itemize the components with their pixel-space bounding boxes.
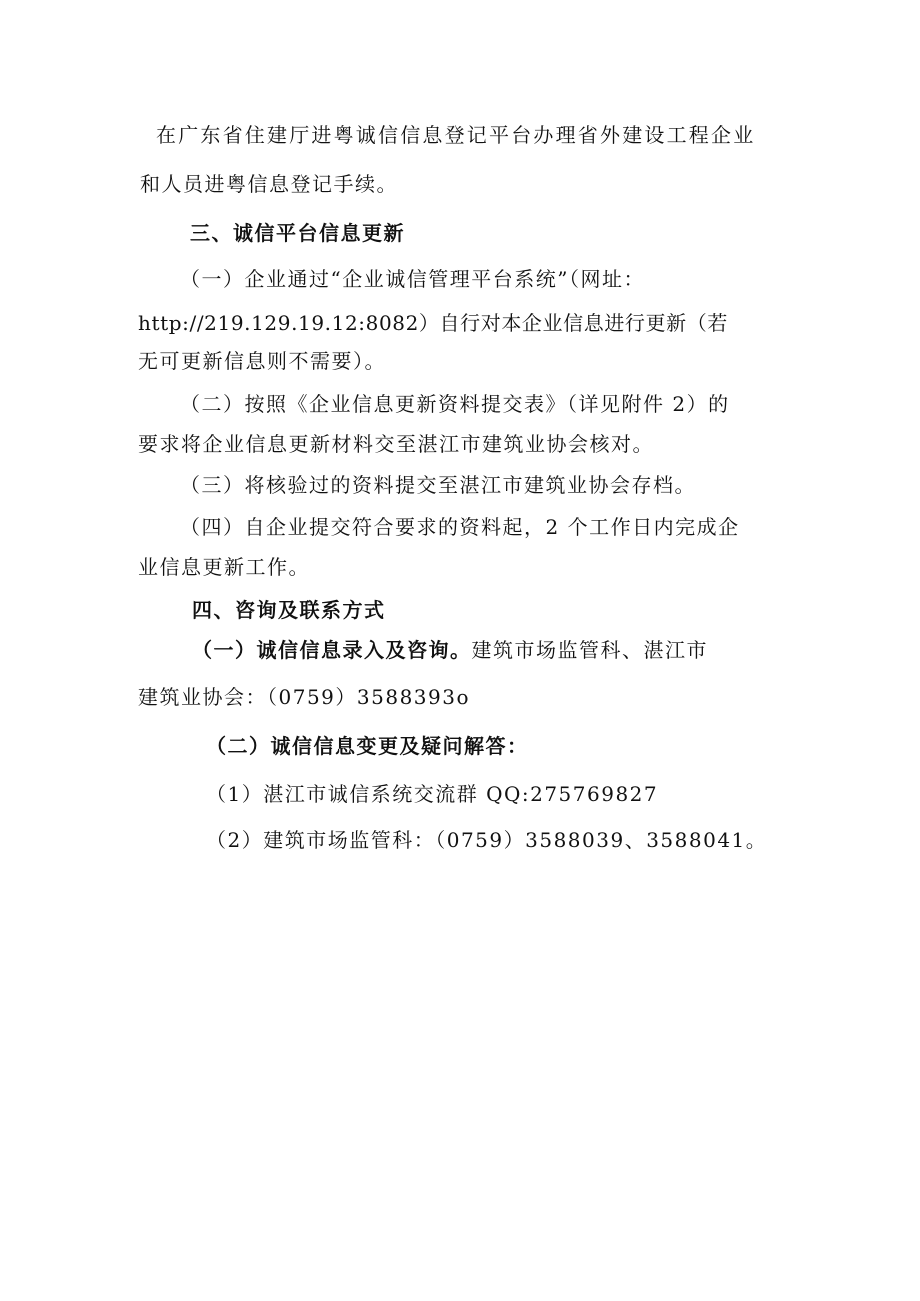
url-line: http://219.129.19.12:8082）自行对本企业信息进行更新（若	[138, 311, 728, 335]
section-heading: 四、咨询及联系方式	[192, 598, 386, 622]
paragraph-line: 在广东省住建厅进粤诚信信息登记平台办理省外建设工程企业	[156, 123, 756, 147]
paragraph-line: 和人员进粤信息登记手续。	[140, 172, 398, 196]
section-heading: 三、诚信平台信息更新	[190, 221, 405, 245]
contact-text: 建筑市场监管科、湛江市	[471, 638, 708, 662]
paragraph-line: 无可更新信息则不需要）。	[138, 349, 386, 373]
paragraph-line: （四）自企业提交符合要求的资料起，2 个工作日内完成企	[180, 515, 740, 539]
phone-line: （2）建筑市场监管科：（0759）3588039、3588041。	[206, 828, 768, 852]
paragraph-line: 业信息更新工作。	[138, 555, 310, 579]
contact-subheading: （一）诚信信息录入及咨询。	[192, 638, 472, 662]
paragraph-line: （二）按照《企业信息更新资料提交表》（详见附件 2）的	[180, 392, 730, 416]
qq-group-line: （1）湛江市诚信系统交流群 QQ:275769827	[206, 782, 659, 806]
contact-line	[192, 636, 708, 664]
paragraph-line: 要求将企业信息更新材料交至湛江市建筑业协会核对。	[138, 432, 654, 456]
contact-subheading: （二）诚信信息变更及疑问解答：	[206, 734, 529, 758]
paragraph-line: （一）企业通过“企业诚信管理平台系统”（网址：	[180, 267, 645, 291]
paragraph-line: （三）将核验过的资料提交至湛江市建筑业协会存档。	[180, 473, 696, 497]
phone-line: 建筑业协会：（0759）3588393o	[138, 685, 471, 709]
